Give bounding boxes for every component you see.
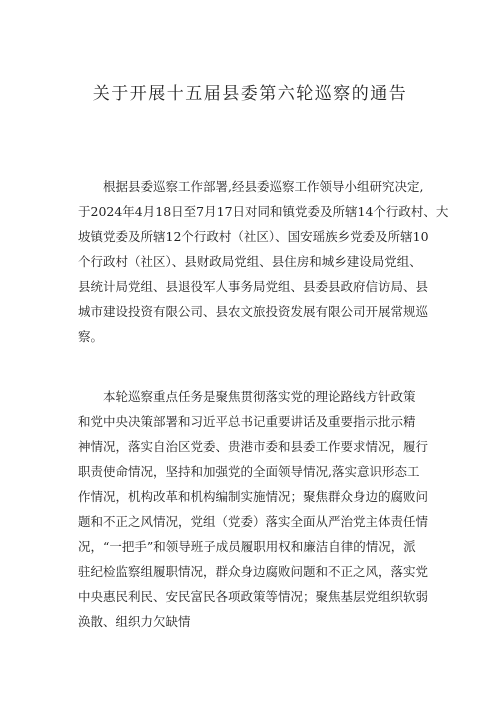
paragraph-1-line: 根据县委巡察工作部署,经县委巡察工作领导小组研究决定, <box>103 179 424 194</box>
paragraph-2-line: 涣散、组织力欠缺情 <box>78 614 191 629</box>
paragraph-1-line: 县统计局党组、县退役军人事务局党组、县委县政府信访局、县 <box>78 279 429 294</box>
paragraph-1-line: 坡镇党委及所辖12个行政村（社区）、国安瑶族乡党委及所辖10 <box>78 229 429 244</box>
paragraph-2-line: 题和不正之风情况，党组（党委）落实全面从严治党主体责任情 <box>78 514 429 529</box>
paragraph-2-line: 神情况，落实自治区党委、贵港市委和县委工作要求情况，履行 <box>78 439 429 454</box>
paragraph-2-line: 中央惠民利民、安民富民各项政策等情况；聚焦基层党组织软弱 <box>78 589 429 604</box>
paragraph-2-line: 况，“一把手”和领导班子成员履职用权和廉洁自律的情况，派 <box>78 539 416 554</box>
paragraph-2-line: 作情况，机构改革和机构编制实施情况；聚焦群众身边的腐败问 <box>78 489 429 504</box>
paragraph-2-line: 本轮巡察重点任务是聚焦贯彻落实党的理论路线方针政策 <box>103 389 416 404</box>
paragraph-2-line: 和党中央决策部署和习近平总书记重要讲话及重要指示批示精 <box>78 414 416 429</box>
paragraph-2-line: 职责使命情况，坚持和加强党的全面领导情况,落实意识形态工 <box>78 464 420 479</box>
document-title: 关于开展十五届县委第六轮巡察的通告 <box>92 84 408 104</box>
paragraph-1 <box>78 174 449 349</box>
paragraph-1-line: 察。 <box>78 329 104 344</box>
paragraph-1-line: 于2024年4月18日至7月17日对同和镇党委及所辖14个行政村、大 <box>78 204 449 219</box>
paragraph-2 <box>78 384 430 634</box>
paragraph-1-line: 城市建设投资有限公司、县农文旅投资发展有限公司开展常规巡 <box>78 304 429 319</box>
paragraph-1-line: 个行政村（社区）、县财政局党组、县住房和城乡建设局党组、 <box>78 254 422 269</box>
paragraph-2-line: 驻纪检监察组履职情况，群众身边腐败问题和不正之风，落实党 <box>78 564 429 579</box>
